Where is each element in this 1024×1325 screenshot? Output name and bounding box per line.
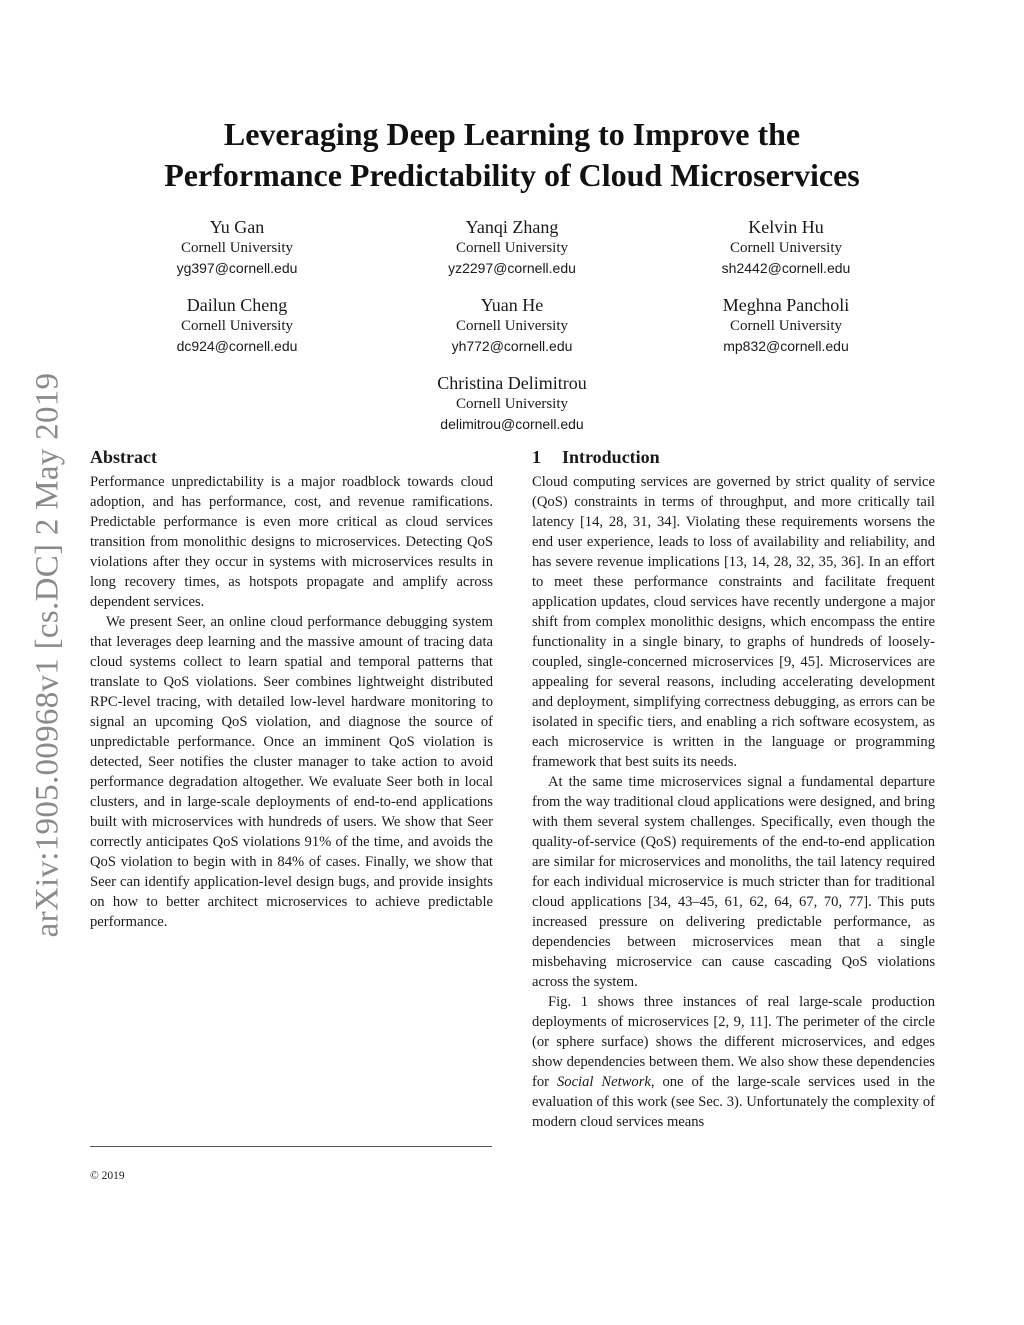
author-affiliation: Cornell University <box>729 318 843 334</box>
author-name: Meghna Pancholi <box>722 295 850 315</box>
author-email: mp832@cornell.edu <box>723 338 849 354</box>
paragraph-text: Fig. 1 shows three instances of real large-scale production deployments of microservices [2, 9, 11]. The perimeter of the circle (or sphere surface) shows the different microservices, and edges show dependencies between them. We also show these dependencies for <box>532 994 935 1090</box>
paper-title-line-2: Performance Predictability of Cloud Microservices <box>164 157 860 193</box>
author-name: Yuan He <box>480 295 544 315</box>
author-block <box>117 216 357 278</box>
paper-title <box>60 114 964 196</box>
copyright-notice: © 2019 <box>90 1170 125 1182</box>
author-block <box>117 294 357 356</box>
author-email: yg397@cornell.edu <box>176 260 298 276</box>
arxiv-identifier-text: arXiv:1905.00968v1 [cs.DC] 2 May 2019 <box>29 372 66 937</box>
author-affiliation: Cornell University <box>455 318 569 334</box>
author-name: Dailun Cheng <box>186 295 288 315</box>
abstract-section <box>90 446 493 932</box>
author-block <box>392 372 632 434</box>
introduction-section <box>532 446 935 1132</box>
author-name: Christina Delimitrou <box>437 373 587 393</box>
author-affiliation: Cornell University <box>455 240 569 256</box>
paragraph-text: , one of the large-scale services used in the evaluation of this work (see Sec. 3). Unfortunately the complexity of modern cloud services means <box>532 1074 935 1130</box>
author-affiliation: Cornell University <box>180 240 294 256</box>
paper-title-line-1: Leveraging Deep Learning to Improve the <box>223 116 801 152</box>
author-affiliation: Cornell University <box>729 240 843 256</box>
author-block <box>392 294 632 356</box>
emphasized-text: Social Network <box>556 1074 651 1090</box>
introduction-paragraph: Cloud computing services are governed by strict quality of service (QoS) constraints in terms of throughput, and more critically tail latency [14, 28, 31, 34]. Violating these requirements worsens the end user experience, leads to loss of availability and reliability, and has severe revenue implications [13, 14, 28, 32, 35, 36]. In an effort to meet these performance constraints and facilitate frequent application updates, cloud services have recently undergone a major shift from complex monolithic designs, which encompass the entire functionality in a single binary, to graphs of hundreds of loosely-coupled, single-concerned microservices [9, 45]. Microservices are appealing for several reasons, including accelerating development and deployment, simplifying correctness debugging, as errors can be isolated in specific tiers, and enabling a rich software ecosystem, as each microservice is written in the language or programming framework that best suits its needs. <box>532 474 935 770</box>
author-email: yh772@cornell.edu <box>451 338 573 354</box>
introduction-paragraph: At the same time microservices signal a fundamental departure from the way traditional cloud applications were designed, and bring with them several system challenges. Specifically, even though the quality-of-service (QoS) requirements of the end-to-end application are similar for microservices and monoliths, the tail latency required for each individual microservice is much stricter than for traditional cloud applications [34, 43–45, 61, 62, 64, 67, 70, 77]. This puts increased pressure on delivering predictable performance, as dependencies between microservices mean that a single misbehaving microservice can cause cascading QoS violations across the system. <box>532 774 935 990</box>
abstract-paragraph: Performance unpredictability is a major roadblock towards cloud adoption, and has performance, cost, and revenue ramifications. Predictable performance is even more critical as cloud services transition from monolithic designs to microservices. Detecting QoS violations after they occur in systems with microservices results in long recovery times, as hotspots propagate and amplify across dependent services. <box>90 474 493 610</box>
author-block <box>666 216 906 278</box>
abstract-paragraph: We present Seer, an online cloud performance debugging system that leverages deep learning and the massive amount of tracing data cloud systems collect to learn spatial and temporal patterns that translate to QoS violations. Seer combines lightweight distributed RPC-level tracing, with detailed low-level hardware monitoring to signal an upcoming QoS violation, and diagnose the source of unpredictable performance. Once an imminent QoS violation is detected, Seer notifies the cluster manager to take action to avoid performance degradation altogether. We evaluate Seer both in local clusters, and in large-scale deployments of end-to-end applications built with microservices with hundreds of users. We show that Seer correctly anticipates QoS violations 91% of the time, and avoids the QoS violation to begin with in 84% of cases. Finally, we show that Seer can identify application-level design bugs, and provide insights on how to better architect microservices to achieve predictable performance. <box>90 614 493 930</box>
author-email: delimitrou@cornell.edu <box>440 416 584 432</box>
author-block <box>666 294 906 356</box>
section-title: Introduction <box>562 447 660 467</box>
abstract-heading: Abstract <box>90 447 157 467</box>
section-number: 1 <box>532 447 541 467</box>
author-email: dc924@cornell.edu <box>176 338 298 354</box>
author-email: yz2297@cornell.edu <box>448 260 576 276</box>
introduction-heading <box>532 446 935 468</box>
arxiv-identifier <box>18 352 78 957</box>
author-email: sh2442@cornell.edu <box>721 260 851 276</box>
footnote-divider <box>90 1146 492 1147</box>
author-block <box>392 216 632 278</box>
author-affiliation: Cornell University <box>455 396 569 412</box>
author-name: Yu Gan <box>209 217 265 237</box>
introduction-paragraph <box>532 992 935 1132</box>
author-name: Yanqi Zhang <box>465 217 559 237</box>
author-name: Kelvin Hu <box>748 217 824 237</box>
author-affiliation: Cornell University <box>180 318 294 334</box>
